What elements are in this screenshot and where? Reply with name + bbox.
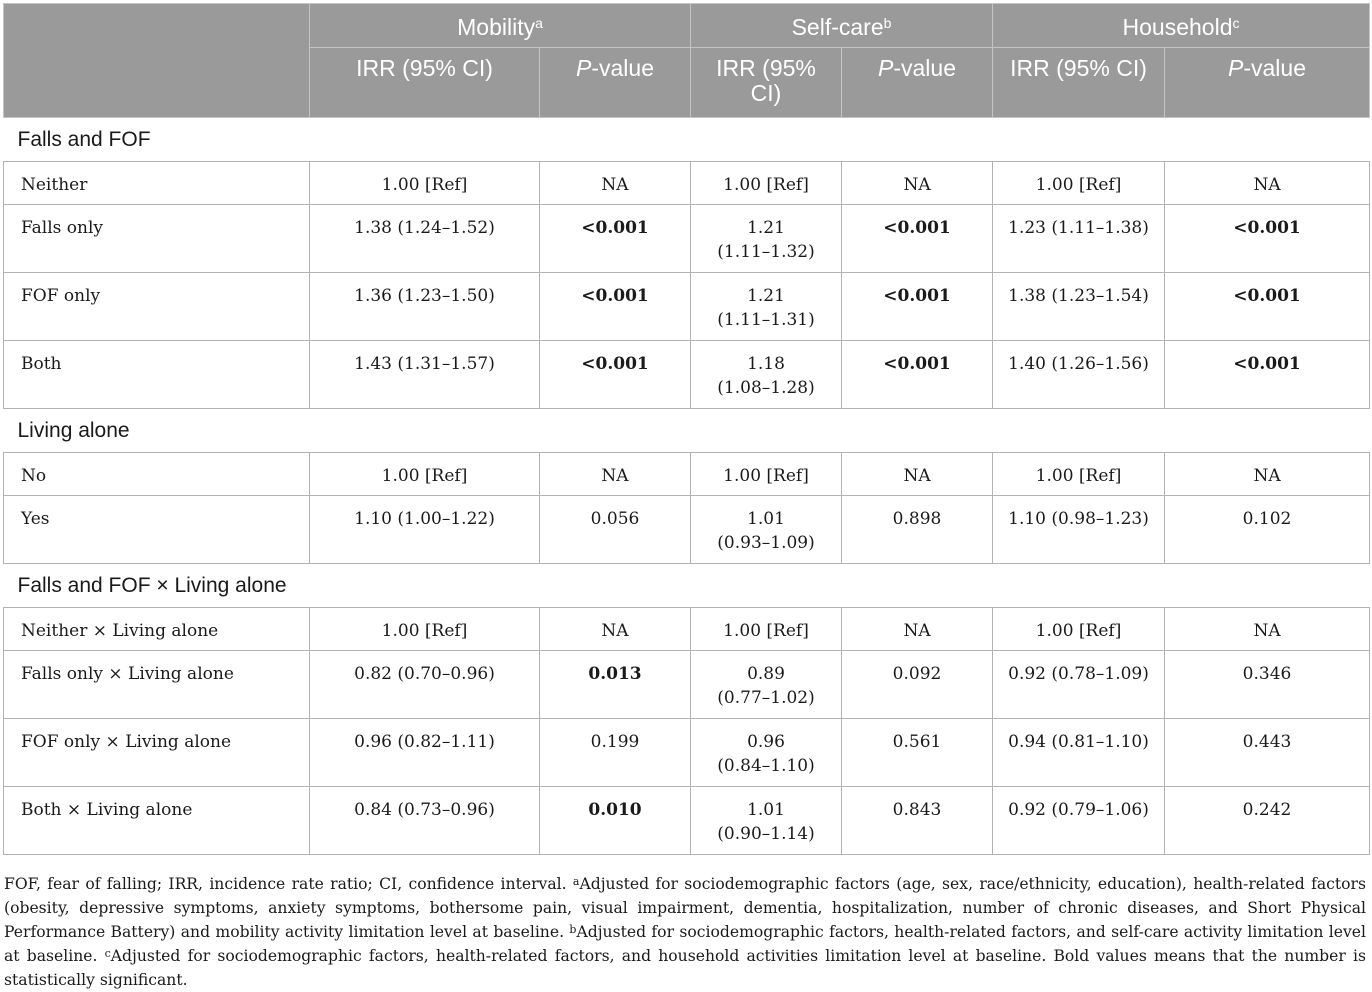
header-household-irr: IRR (95% CI) bbox=[993, 48, 1165, 118]
header-self-care: Self-care$^b$ bbox=[691, 4, 993, 48]
irr-text-line: 0.92 (0.78–1.09) bbox=[1008, 664, 1149, 684]
household-p-cell: NA bbox=[1165, 453, 1370, 496]
self-care-p-cell: <0.001 bbox=[842, 341, 993, 409]
household-irr-cell bbox=[993, 496, 1165, 564]
household-p-cell: 0.346 bbox=[1165, 651, 1370, 719]
irr-text-line: (0.93–1.09) bbox=[717, 533, 815, 553]
mobility-p-cell: 0.013 bbox=[540, 651, 691, 719]
household-irr-cell bbox=[993, 787, 1165, 855]
household-irr-cell bbox=[993, 162, 1165, 205]
mobility-irr-cell bbox=[310, 787, 540, 855]
self-care-irr-cell bbox=[691, 341, 842, 409]
table-row bbox=[4, 205, 1370, 273]
table-row bbox=[4, 719, 1370, 787]
table-row bbox=[4, 341, 1370, 409]
table-row bbox=[4, 608, 1370, 651]
irr-text-line: 1.00 [Ref] bbox=[1035, 621, 1122, 641]
household-p-cell: <0.001 bbox=[1165, 341, 1370, 409]
self-care-p-cell: 0.092 bbox=[842, 651, 993, 719]
irr-text-line: 1.38 (1.23–1.54) bbox=[1008, 286, 1149, 306]
table-body bbox=[4, 118, 1370, 855]
irr-text-line: 1.40 (1.26–1.56) bbox=[1008, 354, 1149, 374]
self-care-irr-cell bbox=[691, 608, 842, 651]
table-row bbox=[4, 162, 1370, 205]
table-row bbox=[4, 273, 1370, 341]
household-p-cell: <0.001 bbox=[1165, 205, 1370, 273]
household-p-cell: NA bbox=[1165, 608, 1370, 651]
irr-text-line: (0.77–1.02) bbox=[717, 688, 815, 708]
irr-text-line: 0.84 (0.73–0.96) bbox=[354, 800, 495, 820]
mobility-irr-cell bbox=[310, 205, 540, 273]
irr-text-line: 0.94 (0.81–1.10) bbox=[1008, 732, 1149, 752]
irr-text-line: 1.00 [Ref] bbox=[723, 621, 809, 641]
self-care-p-cell: NA bbox=[842, 608, 993, 651]
irr-text-line: 1.00 [Ref] bbox=[381, 621, 468, 641]
self-care-p-cell: NA bbox=[842, 162, 993, 205]
header-self-care-p: P-value bbox=[842, 48, 993, 118]
mobility-p-cell: <0.001 bbox=[540, 205, 691, 273]
row-label: Yes bbox=[4, 496, 310, 564]
mobility-irr-cell bbox=[310, 719, 540, 787]
section-header-row bbox=[4, 564, 1370, 608]
irr-text-line: 0.96 bbox=[747, 732, 785, 752]
section-header-row bbox=[4, 409, 1370, 453]
self-care-irr-cell bbox=[691, 496, 842, 564]
section-title: Falls and FOF × Living alone bbox=[4, 564, 1370, 608]
section-title: Falls and FOF bbox=[4, 118, 1370, 162]
self-care-p-cell: 0.561 bbox=[842, 719, 993, 787]
household-irr-cell bbox=[993, 205, 1165, 273]
mobility-irr-cell bbox=[310, 162, 540, 205]
mobility-p-cell: NA bbox=[540, 608, 691, 651]
row-label: Both × Living alone bbox=[4, 787, 310, 855]
mobility-irr-cell bbox=[310, 453, 540, 496]
irr-text-line: 1.00 [Ref] bbox=[1035, 466, 1122, 486]
irr-text-line: 1.43 (1.31–1.57) bbox=[354, 354, 495, 374]
self-care-irr-cell bbox=[691, 453, 842, 496]
irr-text-line: 1.01 bbox=[747, 509, 785, 529]
irr-text-line: 0.96 (0.82–1.11) bbox=[354, 732, 495, 752]
irr-text-line: (0.90–1.14) bbox=[717, 824, 815, 844]
irr-text-line: (1.11–1.32) bbox=[717, 242, 815, 262]
row-label: Falls only × Living alone bbox=[4, 651, 310, 719]
self-care-irr-cell bbox=[691, 651, 842, 719]
irr-text-line: 0.89 bbox=[747, 664, 785, 684]
table-row bbox=[4, 496, 1370, 564]
table-row bbox=[4, 651, 1370, 719]
self-care-irr-cell bbox=[691, 273, 842, 341]
header-household: Household$^c$ bbox=[993, 4, 1370, 48]
self-care-p-cell: 0.843 bbox=[842, 787, 993, 855]
header-mobility-irr: IRR (95% CI) bbox=[310, 48, 540, 118]
mobility-p-cell: 0.056 bbox=[540, 496, 691, 564]
irr-text-line: 1.23 (1.11–1.38) bbox=[1008, 218, 1149, 238]
header-group-row bbox=[4, 4, 1370, 48]
household-irr-cell bbox=[993, 341, 1165, 409]
household-p-cell: 0.443 bbox=[1165, 719, 1370, 787]
row-label: Neither bbox=[4, 162, 310, 205]
header-mobility-p: P-value bbox=[540, 48, 691, 118]
household-irr-cell bbox=[993, 719, 1165, 787]
mobility-p-cell: 0.199 bbox=[540, 719, 691, 787]
row-label: Neither × Living alone bbox=[4, 608, 310, 651]
header-self-care-irr: IRR (95% CI) bbox=[691, 48, 842, 118]
household-irr-cell bbox=[993, 608, 1165, 651]
irr-text-line: (0.84–1.10) bbox=[717, 756, 815, 776]
mobility-p-cell: 0.010 bbox=[540, 787, 691, 855]
table-row bbox=[4, 453, 1370, 496]
mobility-p-cell: NA bbox=[540, 453, 691, 496]
section-title: Living alone bbox=[4, 409, 1370, 453]
self-care-p-cell: NA bbox=[842, 453, 993, 496]
household-p-cell: <0.001 bbox=[1165, 273, 1370, 341]
self-care-p-cell: <0.001 bbox=[842, 205, 993, 273]
irr-text-line: 1.10 (1.00–1.22) bbox=[354, 509, 495, 529]
mobility-irr-cell bbox=[310, 341, 540, 409]
household-irr-cell bbox=[993, 453, 1165, 496]
section-header-row bbox=[4, 118, 1370, 162]
self-care-irr-cell bbox=[691, 719, 842, 787]
irr-text-line: 0.92 (0.79–1.06) bbox=[1008, 800, 1149, 820]
header-corner bbox=[4, 4, 310, 118]
self-care-p-cell: <0.001 bbox=[842, 273, 993, 341]
irr-text-line: 0.82 (0.70–0.96) bbox=[354, 664, 495, 684]
self-care-irr-cell bbox=[691, 787, 842, 855]
irr-text-line: (1.11–1.31) bbox=[717, 310, 815, 330]
header-household-p: P-value bbox=[1165, 48, 1370, 118]
mobility-p-cell: <0.001 bbox=[540, 341, 691, 409]
table-footnote: FOF, fear of falling; IRR, incidence rate ratio; CI, confidence interval. $^a$Adjusted for sociodemographic factors (age, sex, race/ethnicity, education), health-related factors (obesity, depressive symptoms, anxiety symptoms, bothersome pain, visual impairment, dementia, hospitalization, number of chronic diseases, and Short Physical Performance Battery) and mobility activity limitation level at baseline. $^b$Adjusted for sociodemographic factors, health-related factors, and self-care activity limitation level at baseline. $^c$Adjusted for sociodemographic factors, health-related factors, and household activities limitation level at baseline. Bold values means that the number is statistically significant. bbox=[4, 874, 1366, 989]
household-irr-cell bbox=[993, 273, 1165, 341]
irr-text-line: 1.00 [Ref] bbox=[723, 466, 809, 486]
self-care-p-cell: 0.898 bbox=[842, 496, 993, 564]
irr-text-line: (1.08–1.28) bbox=[717, 378, 815, 398]
header-mobility: Mobility$^a$ bbox=[310, 4, 691, 48]
row-label: FOF only × Living alone bbox=[4, 719, 310, 787]
irr-text-line: 1.00 [Ref] bbox=[381, 466, 468, 486]
results-table bbox=[3, 3, 1370, 855]
irr-text-line: 1.00 [Ref] bbox=[723, 175, 809, 195]
household-p-cell: 0.242 bbox=[1165, 787, 1370, 855]
row-label: No bbox=[4, 453, 310, 496]
row-label: Falls only bbox=[4, 205, 310, 273]
mobility-irr-cell bbox=[310, 496, 540, 564]
irr-text-line: 1.18 bbox=[747, 354, 785, 374]
household-p-cell: 0.102 bbox=[1165, 496, 1370, 564]
self-care-irr-cell bbox=[691, 162, 842, 205]
mobility-irr-cell bbox=[310, 608, 540, 651]
mobility-p-cell: NA bbox=[540, 162, 691, 205]
row-label: Both bbox=[4, 341, 310, 409]
irr-text-line: 1.10 (0.98–1.23) bbox=[1008, 509, 1149, 529]
row-label: FOF only bbox=[4, 273, 310, 341]
irr-text-line: 1.21 bbox=[747, 286, 785, 306]
self-care-irr-cell bbox=[691, 205, 842, 273]
mobility-irr-cell bbox=[310, 651, 540, 719]
irr-text-line: 1.00 [Ref] bbox=[381, 175, 468, 195]
household-p-cell: NA bbox=[1165, 162, 1370, 205]
irr-text-line: 1.38 (1.24–1.52) bbox=[354, 218, 495, 238]
table-row bbox=[4, 787, 1370, 855]
irr-text-line: 1.01 bbox=[747, 800, 785, 820]
mobility-p-cell: <0.001 bbox=[540, 273, 691, 341]
household-irr-cell bbox=[993, 651, 1165, 719]
irr-text-line: 1.21 bbox=[747, 218, 785, 238]
irr-text-line: 1.36 (1.23–1.50) bbox=[354, 286, 495, 306]
mobility-irr-cell bbox=[310, 273, 540, 341]
irr-text-line: 1.00 [Ref] bbox=[1035, 175, 1122, 195]
